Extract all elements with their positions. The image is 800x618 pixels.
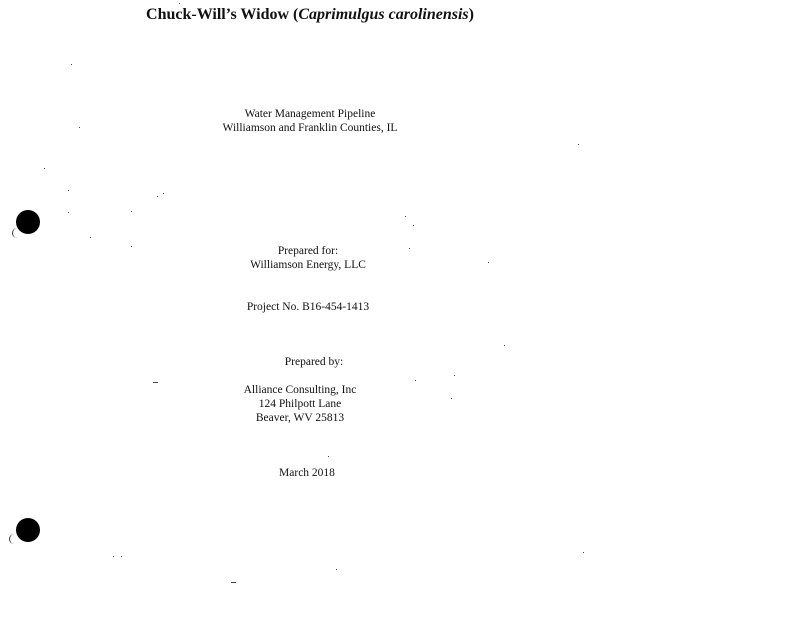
prepared-for-block [208, 244, 408, 272]
punch-hole-edge-icon [9, 534, 16, 544]
project-number: Project No. B16-454-1413 [246, 301, 370, 313]
page-title: Chuck-Will’s Widow (Caprimulgus carolinensis) [146, 6, 474, 23]
punch-hole-edge-icon [12, 228, 19, 238]
project-name-block [210, 107, 410, 135]
punch-hole-icon [16, 210, 40, 234]
consultant-name: Alliance Consulting, Inc [243, 384, 357, 396]
consultant-city: Beaver, WV 25813 [255, 412, 345, 424]
prepared-by-label: Prepared by: [284, 356, 344, 368]
punch-hole-icon [16, 518, 40, 542]
project-location-line: Williamson and Franklin Counties, IL [222, 122, 398, 134]
prepared-for-label: Prepared for: [277, 245, 339, 257]
project-name-line: Water Management Pipeline [244, 108, 376, 120]
report-date: March 2018 [279, 467, 335, 479]
consultant-address-block [200, 383, 400, 425]
title-scientific-name: Caprimulgus carolinensis [298, 6, 469, 23]
prepared-for-client: Williamson Energy, LLC [250, 259, 366, 271]
consultant-street: 124 Philpott Lane [258, 398, 342, 410]
title-common-name: Chuck-Will’s Widow [146, 6, 290, 23]
